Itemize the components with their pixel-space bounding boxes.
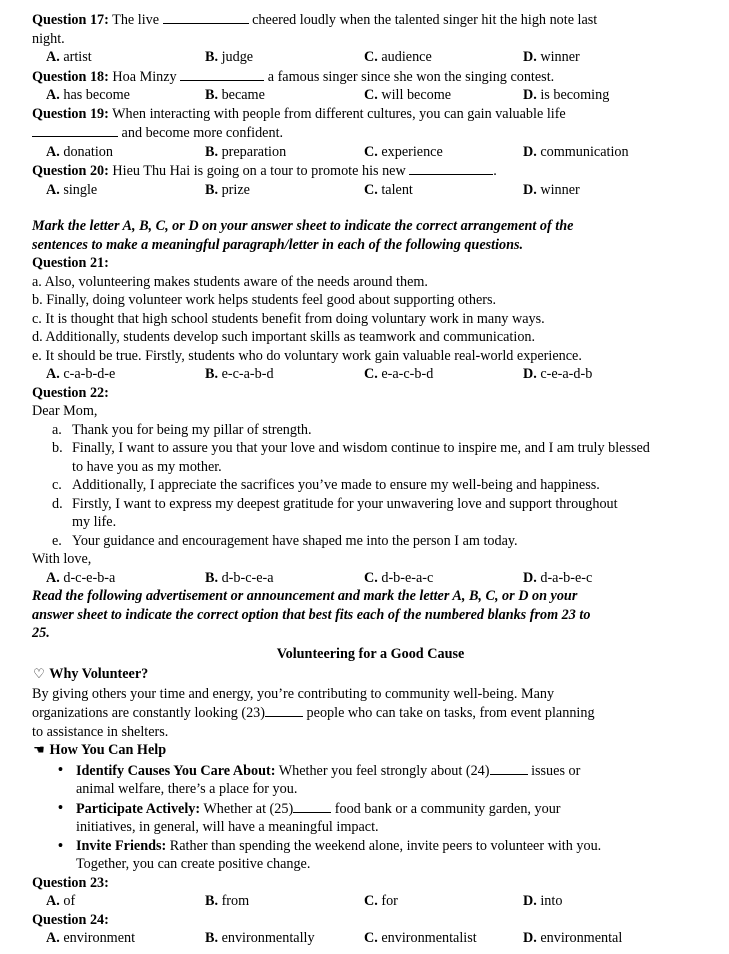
sentence-a: a. Also, volunteering makes students aware of the needs around them. bbox=[32, 273, 428, 290]
sentence-b: b. Finally, doing volunteer work helps students feel good about supporting others. bbox=[32, 292, 497, 308]
list-item: • Participate Actively: Whether at (25) food bank or a community garden, your initiatives, in general, will have a meaningful impact. bbox=[56, 799, 709, 837]
question-22-label: Question 22: bbox=[32, 384, 109, 401]
option-a: A. single bbox=[46, 181, 98, 198]
options-row bbox=[32, 86, 709, 105]
list-item: • Invite Friends: Rather than spending the weekend alone, invite peers to volunteer with you. Together, you can create positive change. bbox=[56, 837, 709, 874]
answer-blank-23 bbox=[265, 703, 303, 717]
question-label: Question 17: bbox=[32, 12, 109, 28]
letter-item: d. Firstly, I want to express my deepest gratitude for your unwavering love and support throughout my life. bbox=[52, 495, 618, 530]
section-instruction-cont: answer sheet to indicate the correct option that best fits each of the numbered blanks from 23 to bbox=[32, 606, 591, 623]
letter-item: b. Finally, I want to assure you that your love and wisdom continue to inspire me, and I am truly blessed to have you as my mother. bbox=[52, 440, 650, 475]
option-b: B. environmentally bbox=[205, 930, 315, 946]
option-d: D. winner bbox=[523, 49, 580, 65]
answer-blank bbox=[163, 10, 249, 24]
option-a: A. has become bbox=[46, 87, 130, 103]
question-18: Question 18: Hoa Minzy a famous singer since she won the singing contest. bbox=[32, 68, 555, 85]
option-c: C. will become bbox=[364, 87, 452, 103]
option-a: A. c-a-b-d-e bbox=[46, 366, 116, 382]
question-23-label: Question 23: bbox=[32, 874, 109, 891]
letter-greeting: Dear Mom, bbox=[32, 403, 98, 419]
option-d: D. communication bbox=[523, 143, 629, 160]
letter-item: c. Additionally, I appreciate the sacrifices you’ve made to ensure my well-being and happiness. bbox=[52, 477, 600, 493]
answer-blank-25 bbox=[293, 799, 331, 813]
question-label: Question 20: bbox=[32, 163, 109, 179]
helping-hand-icon: ☚ bbox=[33, 743, 45, 758]
answer-blank bbox=[180, 67, 264, 81]
option-b: B. from bbox=[205, 893, 250, 909]
option-b: B. e-c-a-b-d bbox=[205, 366, 274, 382]
question-20: Question 20: Hieu Thu Hai is going on a tour to promote his new . bbox=[32, 163, 497, 179]
option-d: D. winner bbox=[523, 181, 580, 198]
option-c: C. for bbox=[364, 893, 398, 909]
options-row bbox=[32, 143, 709, 162]
letter-item: e. Your guidance and encouragement have shaped me into the person I am today. bbox=[52, 532, 518, 549]
section-instruction-cont: 25. bbox=[32, 625, 50, 641]
question-24-label: Question 24: bbox=[32, 911, 109, 928]
ad-title: Volunteering for a Good Cause bbox=[276, 645, 465, 662]
how-you-can-help-heading: ☚ How You Can Help bbox=[32, 741, 709, 761]
option-c: C. audience bbox=[364, 49, 432, 65]
option-d: D. is becoming bbox=[523, 87, 610, 103]
sentence-e: e. It should be true. Firstly, students who do voluntary work gain valuable real-world experience. bbox=[32, 347, 582, 364]
option-d: D. environmental bbox=[523, 930, 623, 946]
option-a: A. environment bbox=[46, 930, 136, 946]
list-item: • Identify Causes You Care About: Whether you feel strongly about (24) issues or animal welfare, there’s a place for you. bbox=[56, 761, 709, 799]
option-b: B. prize bbox=[205, 181, 250, 198]
section-instruction: Mark the letter A, B, C, or D on your answer sheet to indicate the correct arrangement of the bbox=[32, 218, 574, 234]
why-volunteer-heading: ♡ Why Volunteer? bbox=[32, 665, 709, 685]
heart-hands-icon: ♡ bbox=[33, 667, 45, 682]
options-row bbox=[32, 48, 709, 67]
option-a: A. of bbox=[46, 893, 76, 909]
exam-page: Question 17: The live cheered loudly when the talented singer hit the high note last night. A. artist B. judge C. audience D. winner Question 18: Hoa Minzy a famous singer since she won the singing contest. A. has become B. became C. will become D. is becoming Question 19: When interacting with people from different cultures, you can gain valuable life and become more confident. A. donation B. preparation C. experience D. communication Question 20: Hieu Thu Hai is going on a tour to promote his new . A. single B. prize C. talent D. winner Mark the letter A, B, C, or D on your answer sheet to indicate the correct arrangement of the sentences to make a meaningful paragraph/letter in each of the following questions. Question 21: a. Also, volunteering makes students aware of the needs around them. b. Finally, doing volunteer work helps students feel good about supporting others. c. It is thought that high school students benefit from doing voluntary work in many ways. d. Additionally, students develop such important skills as teamwork and communication. e. It should be true. Firstly, students who do voluntary work gain valuable real-world experience. A. c-a-b-d-e B. e-c-a-b-d C. e-a-c-b-d D. c-e-a-d-b Question 22: Dear Mom, a. Thank you for being my pillar of strength. b. Finally, I want to assure you that your love and wisdom continue to inspire me, and I am truly blessed to have you as my mother. c. Additionally, I appreciate the sacrifices you’ve made to ensure my well-being and happiness. d. Firstly, I want to express my deepest gratitude for your unwavering love and support throughout my life. e. Your guidance and encouragement have shaped me into the person I am today. With love, A. d-c-e-b-a B. d-b-c-e-a C. d-b-e-a-c D. d-a-b-e-c Read the following advertisement or announcement and mark the letter A, B, C, or D on your answer sheet to indicate the correct option that best fits each of the numbered blanks from 23 to 25. Volunteering for a Good Cause ♡ Why Volunteer? By giving others your time and energy, you’re contributing to community well-being. Many organizations are constantly looking (23) people who can take on tasks, from event planning to assistance in shelters. ☚ How You Can Help • Identify Causes You Care About: Whether you feel strongly about (24) issues or animal welfare, there’s a place for you. • Participate Actively: Whether at (25) food bank or a community garden, your initiatives, in general, will have a meaningful impact. • Invite Friends: Rather than spending the weekend alone, invite peers to volunteer with you. Together, you can create positive change. Question 23: A. of B. from C. for D. into Question 24: A. environment B. environmentally C. environmentalist D. environmental bbox=[0, 0, 729, 954]
option-b: B. preparation bbox=[205, 143, 287, 160]
option-c: C. experience bbox=[364, 143, 443, 160]
option-d: D. c-e-a-d-b bbox=[523, 366, 593, 382]
letter-item: a. Thank you for being my pillar of strength. bbox=[52, 421, 312, 438]
option-c: C. e-a-c-b-d bbox=[364, 366, 434, 382]
option-c: C. d-b-e-a-c bbox=[364, 569, 434, 586]
question-21-label: Question 21: bbox=[32, 255, 109, 271]
answer-blank bbox=[409, 161, 493, 175]
answer-blank-24 bbox=[490, 761, 528, 775]
options-row bbox=[32, 569, 709, 588]
option-b: B. became bbox=[205, 87, 265, 103]
option-d: D. d-a-b-e-c bbox=[523, 569, 593, 586]
options-row bbox=[32, 365, 709, 384]
answer-blank bbox=[32, 123, 118, 137]
sentence-d: d. Additionally, students develop such important skills as teamwork and communication. bbox=[32, 329, 536, 345]
question-17: Question 17: The live cheered loudly when the talented singer hit the high note last bbox=[32, 12, 598, 28]
sentence-c: c. It is thought that high school students benefit from doing voluntary work in many ways. bbox=[32, 310, 545, 327]
option-c: C. talent bbox=[364, 181, 413, 198]
question-19: Question 19: When interacting with people from different cultures, you can gain valuable life bbox=[32, 105, 566, 122]
letter-closing: With love, bbox=[32, 551, 92, 567]
option-d: D. into bbox=[523, 893, 563, 909]
option-c: C. environmentalist bbox=[364, 930, 477, 946]
section-instruction-cont: sentences to make a meaningful paragraph/letter in each of the following questions. bbox=[32, 236, 524, 253]
section-instruction: Read the following advertisement or announcement and mark the letter A, B, C, or D on your bbox=[32, 588, 578, 604]
option-b: B. judge bbox=[205, 49, 254, 65]
question-label: Question 19: bbox=[32, 105, 109, 122]
help-list bbox=[32, 761, 709, 874]
option-a: A. donation bbox=[46, 143, 113, 160]
option-a: A. d-c-e-b-a bbox=[46, 569, 116, 586]
option-a: A. artist bbox=[46, 49, 92, 65]
options-row bbox=[32, 181, 709, 200]
options-row bbox=[32, 892, 709, 911]
option-b: B. d-b-c-e-a bbox=[205, 569, 274, 586]
options-row bbox=[32, 929, 709, 948]
question-label: Question 18: bbox=[32, 68, 109, 85]
